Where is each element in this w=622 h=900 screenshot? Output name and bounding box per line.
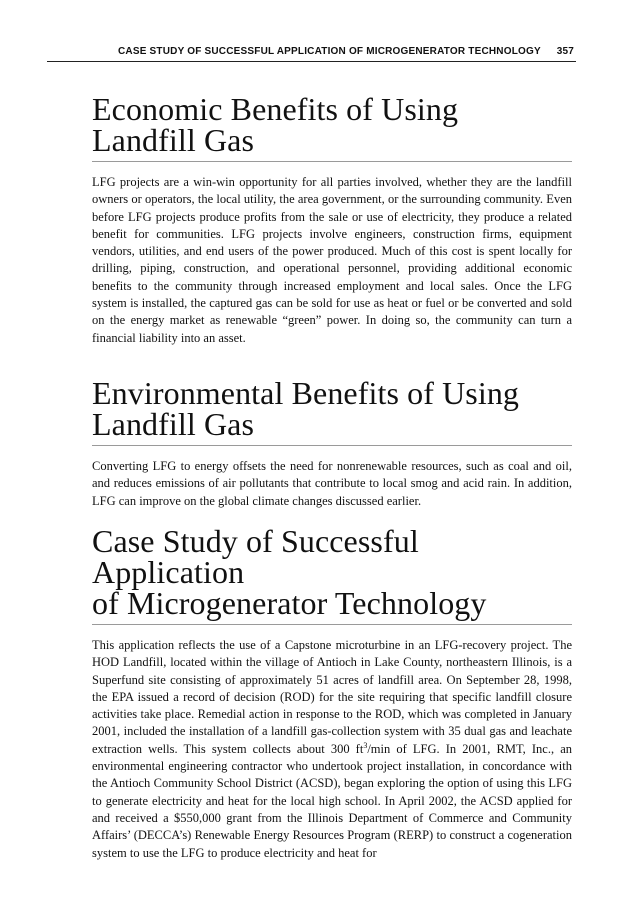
section-economic-benefits — [92, 91, 572, 347]
section-paragraph: LFG projects are a win-win opportunity for all parties involved, whether they are the landfill owners or operators, the local utility, the area government, or the surrounding community. Even before LFG projects produce profits from the sale or use of electricity, they produce a related benefit for communities. LFG projects involve engineers, construction firms, equipment vendors, utilities, and end users of the power produced. Much of this cost is spent locally for drilling, piping, construction, and operational personnel, providing additional economic benefits to the community through increased employment and local sales. Once the LFG system is installed, the captured gas can be sold for use as heat or fuel or be converted and sold on the energy market as renewable “green” power. In doing so, the community can turn a financial liability into an asset. — [92, 175, 572, 345]
section-heading-line: of Microgenerator Technology — [92, 585, 487, 621]
section-paragraph — [92, 637, 572, 862]
section-heading-line: Environmental Benefits of Using — [92, 375, 520, 411]
paragraph-text: This application reflects the use of a Capstone microturbine in an LFG-recovery project. The HOD Landfill, located within the village of Antioch in Lake County, northeastern Illinois, is a Superfund site consisting of approximately 51 acres of landfill area. On September 28, 1998, the EPA issued a record of decision (ROD) for the site requiring that specific landfill closure activities take place. Remedial action in response to the ROD, which was completed in January 2001, included the installation of a landfill gas-collection system with 35 dual gas and leachate extraction wells. This system collects about 300 ft — [92, 638, 572, 756]
section-case-study — [92, 523, 573, 862]
section-heading — [92, 523, 572, 625]
section-heading-line: Landfill Gas — [92, 122, 255, 158]
section-environmental-benefits — [92, 375, 572, 510]
section-heading — [92, 375, 572, 446]
running-head — [47, 43, 576, 62]
running-head-title: CASE STUDY OF SUCCESSFUL APPLICATION OF MICROGENERATOR TECHNOLOGY — [118, 46, 541, 57]
section-heading-line: Case Study of Successful Application — [92, 523, 419, 590]
paragraph-text: /min of LFG. In 2001, RMT, Inc., an environmental engineering contractor who undertook project installation, in concordance with the Antioch Community School District (ACSD), began exploring the option of using this LFG to generate electricity and heat for the local high school. In April 2002, the ACSD applied for and received a $550,000 grant from the Illinois Department of Commerce and Community Affairs’ (DECCA’s) Renewable Energy Resources Program (RERP) to construct a cogeneration system to use the LFG to produce electricity and heat for — [92, 741, 573, 860]
section-paragraph: Converting LFG to energy offsets the need for nonrenewable resources, such as coal and oil, and reduces emissions of air pollutants that contribute to local smog and acid rain. In addition, LFG can improve on the global climate changes discussed earlier. — [92, 459, 572, 508]
section-heading — [92, 91, 572, 162]
superscript-3: 3 — [363, 740, 368, 750]
page-number: 357 — [556, 46, 574, 57]
section-heading-line: Landfill Gas — [92, 406, 255, 442]
section-heading-line: Economic Benefits of Using — [92, 91, 459, 127]
